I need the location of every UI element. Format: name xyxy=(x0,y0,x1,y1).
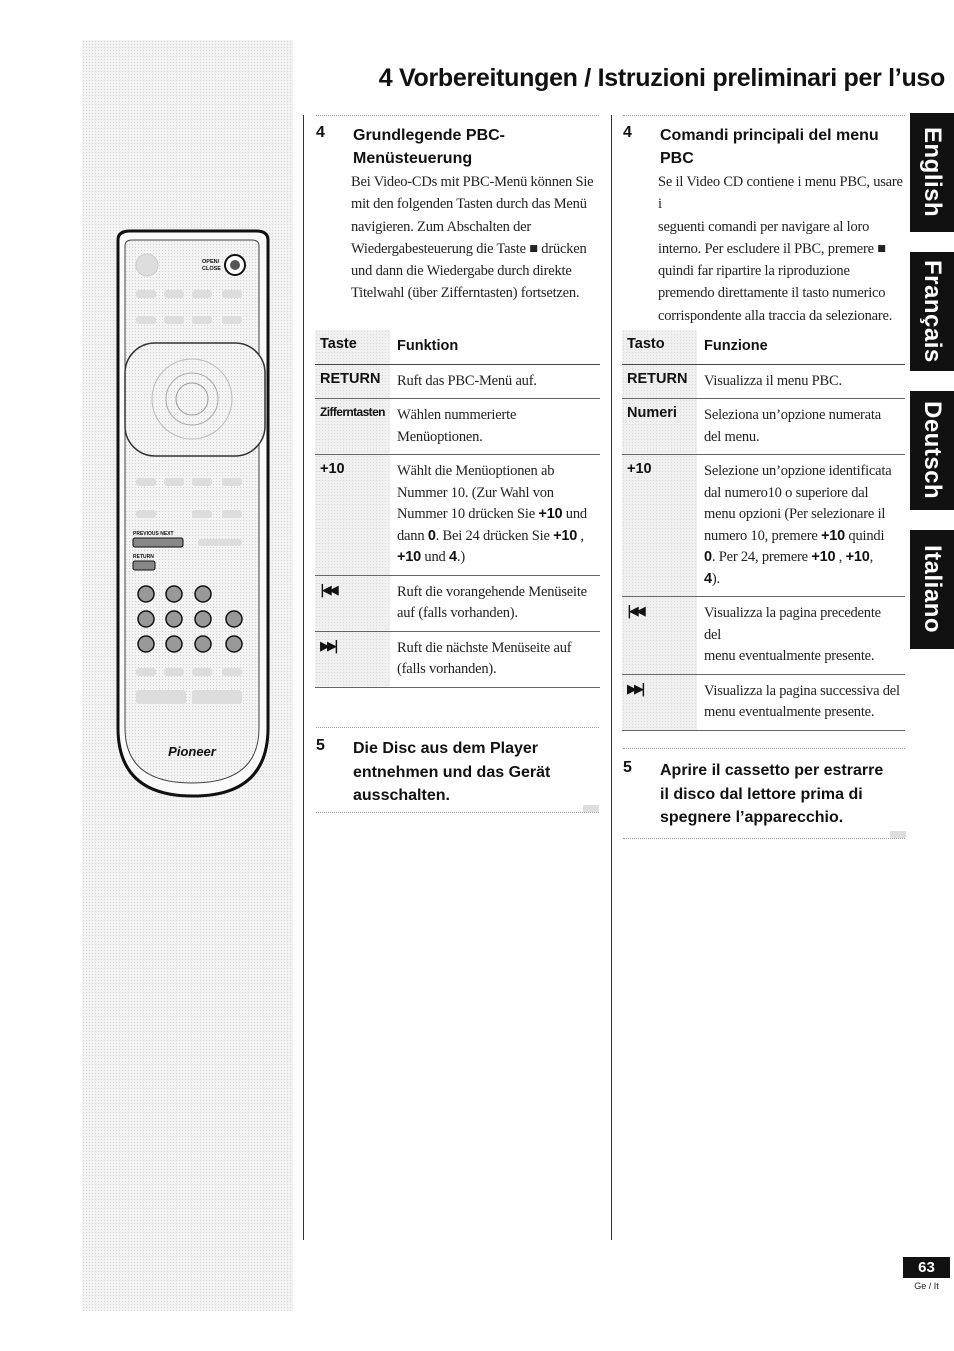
page-title: 4 Vorbereitungen / Istruzioni preliminari per l’uso xyxy=(378,64,945,92)
table-row: ▶▶| Visualizza la pagina successiva del menu eventualmente presente. xyxy=(622,675,905,731)
language-code: Ge / It xyxy=(914,1281,939,1291)
step-description: Se il Video CD contiene i menu PBC, usare i seguenti comandi per navigare al loro interno. Per escludere il PBC, premere ■ quindi far ripartire la riproduzione premendo direttamente il tasto numerico corrispondente alla traccia da selezionare. xyxy=(658,174,903,324)
tab-francais[interactable]: Français xyxy=(910,252,954,371)
table-row: +10 Selezione un’opzione identificata dal numero10 o superiore dal menu opzioni (Per selezionare il numero 10, premere +10 quindi 0. Per 24, premere +10 , +10, 4). xyxy=(622,455,905,597)
page-number: 63 xyxy=(903,1257,950,1278)
svg-text:RETURN: RETURN xyxy=(133,554,154,560)
svg-text:Pioneer: Pioneer xyxy=(168,744,216,759)
step-number: 4 xyxy=(316,124,325,141)
column-divider xyxy=(303,115,304,1240)
italian-step4 xyxy=(623,124,905,327)
svg-text:PREVIOUS NEXT: PREVIOUS NEXT xyxy=(133,531,174,537)
column-divider xyxy=(611,115,612,1240)
tab-deutsch[interactable]: Deutsch xyxy=(910,391,954,510)
table-row: RETURN Ruft das PBC-Menü auf. xyxy=(315,365,600,400)
table-header xyxy=(315,330,600,365)
next-track-icon: ▶▶| xyxy=(320,638,336,654)
section-rule xyxy=(316,115,599,116)
section-rule xyxy=(316,727,599,728)
step-description: Bei Video-CDs mit PBC-Menü können Sie mit den folgenden Tasten durch das Menü navigieren. Zum Abschalten der Wiedergabesteuerung die Taste ■ drücken und dann die Wiedergabe durch direkte Titelwahl (über Zifferntasten) fortsetzen. xyxy=(351,174,594,302)
section-rule xyxy=(623,115,905,116)
table-header-value: Funktion xyxy=(397,338,459,354)
step-number: 4 xyxy=(623,124,632,141)
remote-control-illustration xyxy=(110,228,282,803)
table-header xyxy=(622,330,905,365)
table-row: RETURN Visualizza il menu PBC. xyxy=(622,365,905,400)
next-track-icon: ▶▶| xyxy=(627,681,643,697)
step-heading: Comandi principali del menu PBC xyxy=(660,127,879,167)
german-function-table xyxy=(315,330,600,688)
table-header-key: Tasto xyxy=(622,330,697,364)
section-end-mark xyxy=(890,831,906,838)
step-number: 5 xyxy=(623,759,632,776)
italian-function-table xyxy=(622,330,905,731)
table-row: Numeri Seleziona un’opzione numerata del menu. xyxy=(622,399,905,455)
svg-text:OPEN/: OPEN/ xyxy=(202,259,220,265)
tab-english[interactable]: English xyxy=(910,113,954,232)
step-number: 5 xyxy=(316,737,325,754)
table-row: Zifferntasten Wählen nummerierte Menüoptionen. xyxy=(315,399,600,455)
german-step5 xyxy=(316,737,600,808)
key-return: RETURN xyxy=(315,365,390,399)
section-rule xyxy=(316,812,599,813)
tab-italiano[interactable]: Italiano xyxy=(910,530,954,649)
step-heading: Die Disc aus dem Player entnehmen und das Gerät ausschalten. xyxy=(353,740,551,804)
table-row: |◀◀ Visualizza la pagina precedente del menu eventualmente presente. xyxy=(622,597,905,675)
table-row: |◀◀ Ruft die vorangehende Menüseite auf (falls vorhanden). xyxy=(315,576,600,632)
section-end-mark xyxy=(583,805,599,812)
german-step4 xyxy=(316,124,600,305)
table-header-key: Taste xyxy=(315,330,390,364)
key-plus10: +10 xyxy=(315,455,390,575)
key-number: Numeri xyxy=(622,399,697,454)
step-heading: Aprire il cassetto per estrarre il disco dal lettore prima di spegnere l’apparecchio. xyxy=(660,762,884,826)
table-header-value: Funzione xyxy=(704,338,768,354)
key-number: Zifferntasten xyxy=(315,399,390,454)
table-row: +10 Wählt die Menüoptionen ab Nummer 10. (Zur Wahl von Nummer 10 drücken Sie +10 und dann 0. Bei 24 drücken Sie +10 , +10 und 4.) xyxy=(315,455,600,576)
svg-text:CLOSE: CLOSE xyxy=(202,266,221,272)
italian-step5 xyxy=(623,759,905,830)
previous-track-icon: |◀◀ xyxy=(320,582,336,598)
table-row: ▶▶| Ruft die nächste Menüseite auf (falls vorhanden). xyxy=(315,632,600,688)
key-return: RETURN xyxy=(622,365,697,399)
step-heading: Grundlegende PBC- Menüsteuerung xyxy=(353,127,506,167)
key-plus10: +10 xyxy=(622,455,697,596)
section-rule xyxy=(623,748,905,749)
section-rule xyxy=(623,838,905,839)
previous-track-icon: |◀◀ xyxy=(627,604,643,619)
